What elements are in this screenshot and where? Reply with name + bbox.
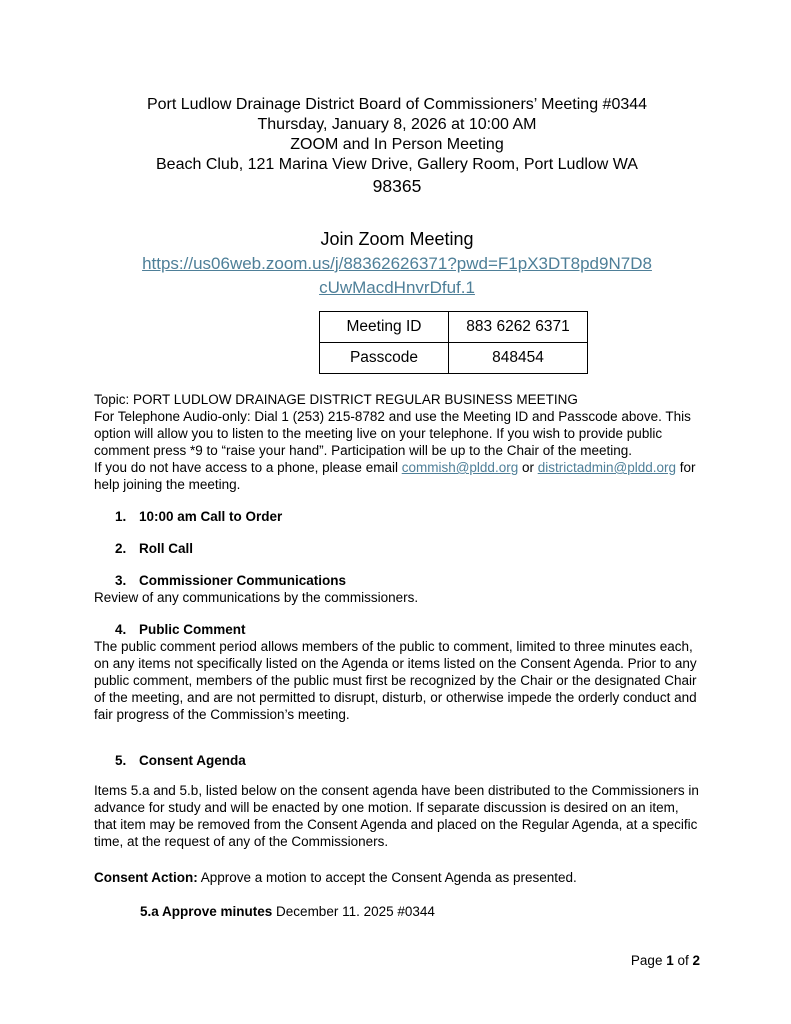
join-zoom-heading: Join Zoom Meeting	[320, 229, 474, 249]
title-line-location: Beach Club, 121 Marina View Drive, Gallery Room, Port Ludlow WA	[156, 156, 638, 173]
email-line-middle: or	[518, 460, 538, 475]
agenda-item-number: 1.	[115, 509, 127, 524]
agenda-item-roll-call	[94, 540, 700, 557]
footer-page-number: 1	[666, 953, 674, 968]
zoom-link-container	[140, 252, 654, 300]
agenda-item-5a	[94, 903, 700, 920]
passcode-value: 848454	[449, 343, 588, 374]
meeting-id-label: Meeting ID	[320, 312, 449, 343]
item-5a-label: 5.a Approve minutes	[140, 904, 273, 919]
agenda-item-public-comment	[94, 621, 700, 638]
email-line-prefix: If you do not have access to a phone, please email	[94, 460, 402, 475]
document-header	[94, 95, 700, 198]
consent-action-text: Approve a motion to accept the Consent Agenda as presented.	[197, 870, 577, 885]
title-line-meeting: Port Ludlow Drainage District Board of Commissioners’ Meeting #0344	[146, 96, 648, 113]
agenda-item-title: Roll Call	[139, 541, 194, 556]
agenda-item-number: 4.	[115, 622, 127, 637]
agenda-item-consent-agenda	[94, 752, 700, 769]
page-footer	[631, 952, 700, 969]
email-line-suffix: for help joining the meeting.	[94, 460, 696, 492]
passcode-label: Passcode	[320, 343, 449, 374]
footer-of: of	[673, 953, 693, 968]
agenda-item-number: 3.	[115, 573, 127, 588]
agenda-item-commissioner-communications	[94, 572, 700, 589]
title-line-date: Thursday, January 8, 2026 at 10:00 AM	[257, 116, 537, 133]
meeting-info-table	[319, 311, 588, 374]
table-row-passcode	[320, 343, 588, 374]
consent-action-label: Consent Action:	[94, 870, 198, 885]
email-link-commish[interactable]: commish@pldd.org	[401, 460, 519, 475]
agenda-item-title: Public Comment	[139, 622, 246, 637]
agenda-item-title: Consent Agenda	[139, 753, 246, 768]
title-line-zip: 98365	[372, 176, 422, 196]
agenda-item-body-consent-agenda: Items 5.a and 5.b, listed below on the consent agenda have been distributed to the Commissioners in advance for study and will be enacted by one motion. If separate discussion is desired on an item, that item may be removed from the Consent Agenda and placed on the Regular Agenda, at a specific time, at the request of any of the Commissioners.	[94, 783, 699, 849]
footer-prefix: Page	[630, 953, 667, 968]
consent-action-line	[94, 869, 700, 886]
phone-instructions: For Telephone Audio-only: Dial 1 (253) 215-8782 and use the Meeting ID and Passcode above. This option will allow you to listen to the meeting live on your telephone. If you wish to provide public comment press *9 to “raise your hand”. Participation will be up to the Chair of the meeting.	[94, 409, 691, 458]
agenda-item-body-communications: Review of any communications by the commissioners.	[94, 590, 419, 605]
title-line-format: ZOOM and In Person Meeting	[290, 136, 504, 153]
item-5a-text: December 11. 2025 #0344	[272, 904, 435, 919]
topic-line: Topic: PORT LUDLOW DRAINAGE DISTRICT REGULAR BUSINESS MEETING	[94, 392, 578, 407]
agenda-item-number: 2.	[115, 541, 127, 556]
zoom-meeting-link[interactable]: https://us06web.zoom.us/j/88362626371?pwd=F1pX3DT8pd9N7D8cUwMacdHnvrDfuf.1	[142, 254, 652, 297]
agenda-item-title: Commissioner Communications	[139, 573, 347, 588]
agenda-item-number: 5.	[115, 753, 127, 768]
email-help-line	[94, 459, 700, 493]
table-row-meeting-id	[320, 312, 588, 343]
agenda-item-title: 10:00 am Call to Order	[139, 509, 283, 524]
meeting-instructions	[94, 391, 700, 493]
meeting-id-value: 883 6262 6371	[449, 312, 588, 343]
agenda-item-body-public-comment: The public comment period allows members of the public to comment, limited to three minutes each, on any items not specifically listed on the Agenda or items listed on the Consent Agenda. Prior to any public comment, members of the public must first be recognized by the Chair or the designated Chair of the meeting, and are not permitted to disrupt, disturb, or otherwise impede the orderly conduct and fair progress of the Commission’s meeting.	[94, 639, 697, 722]
agenda-item-call-to-order	[94, 508, 700, 525]
footer-total-pages: 2	[692, 953, 700, 968]
email-link-districtadmin[interactable]: districtadmin@pldd.org	[537, 460, 676, 475]
